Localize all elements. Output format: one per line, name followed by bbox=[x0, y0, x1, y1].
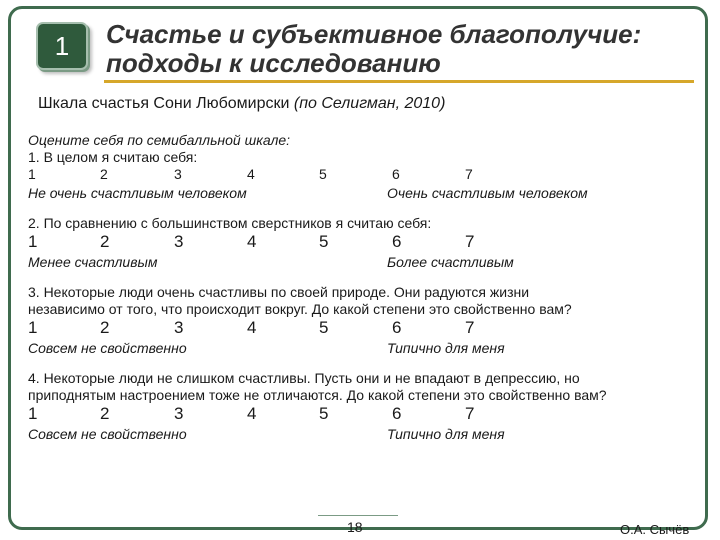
slide-subtitle bbox=[38, 95, 445, 113]
scale-point-3: 3 bbox=[174, 232, 184, 251]
question-1 bbox=[28, 149, 698, 203]
low-anchor: Не очень счастливым человеком bbox=[28, 185, 247, 201]
scale-point-5: 5 bbox=[319, 404, 329, 423]
question-3-anchors bbox=[28, 340, 698, 358]
author-name: О.А. Сычёв bbox=[620, 522, 690, 537]
question-1-text: 1. В целом я считаю себя: bbox=[28, 149, 198, 165]
scale-point-6: 6 bbox=[392, 318, 402, 337]
high-anchor: Типично для меня bbox=[387, 340, 505, 356]
scale-point-3: 3 bbox=[174, 318, 184, 337]
scale-point-4: 4 bbox=[247, 318, 257, 337]
question-2-anchors bbox=[28, 254, 698, 272]
scale-point-2: 2 bbox=[100, 404, 110, 423]
scale-point-6: 6 bbox=[392, 404, 402, 423]
page-number: 18 bbox=[347, 519, 363, 535]
question-3-text-line-1: 3. Некоторые люди очень счастливы по своей природе. Они радуются жизни bbox=[28, 284, 530, 300]
questionnaire bbox=[28, 132, 698, 456]
question-4-anchors bbox=[28, 426, 698, 444]
subtitle-source: (по Селигман, 2010) bbox=[293, 95, 446, 112]
scale-point-1: 1 bbox=[28, 232, 38, 251]
question-4 bbox=[28, 370, 698, 444]
scale-point-7: 7 bbox=[465, 232, 475, 251]
title-underline bbox=[104, 80, 694, 83]
high-anchor: Более счастливым bbox=[387, 254, 514, 270]
question-1-anchors bbox=[28, 185, 698, 203]
question-3-scale bbox=[28, 318, 698, 340]
scale-point-3: 3 bbox=[174, 404, 184, 423]
question-3 bbox=[28, 284, 698, 358]
question-4-scale bbox=[28, 404, 698, 426]
slide-number-badge: 1 bbox=[36, 22, 88, 70]
scale-point-4: 4 bbox=[247, 404, 257, 423]
question-1-scale bbox=[28, 166, 698, 185]
scale-point-7: 7 bbox=[465, 166, 473, 182]
scale-point-6: 6 bbox=[392, 232, 402, 251]
slide-title bbox=[106, 20, 686, 78]
instruction-text: Оцените себя по семибалльной шкале: bbox=[28, 132, 291, 148]
question-4-text-line-1: 4. Некоторые люди не слишком счастливы. Пусть они и не впадают в депрессию, но bbox=[28, 370, 580, 386]
scale-point-1: 1 bbox=[28, 404, 38, 423]
low-anchor: Совсем не свойственно bbox=[28, 426, 187, 442]
scale-point-3: 3 bbox=[174, 166, 182, 182]
low-anchor: Совсем не свойственно bbox=[28, 340, 187, 356]
scale-point-5: 5 bbox=[319, 318, 329, 337]
scale-point-2: 2 bbox=[100, 232, 110, 251]
high-anchor: Очень счастливым человеком bbox=[387, 185, 588, 201]
high-anchor: Типично для меня bbox=[387, 426, 505, 442]
scale-point-5: 5 bbox=[319, 166, 327, 182]
scale-point-4: 4 bbox=[247, 232, 257, 251]
question-2-scale bbox=[28, 232, 698, 254]
scale-point-2: 2 bbox=[100, 166, 108, 182]
scale-point-2: 2 bbox=[100, 318, 110, 337]
scale-point-7: 7 bbox=[465, 404, 475, 423]
question-2 bbox=[28, 215, 698, 272]
scale-point-4: 4 bbox=[247, 166, 255, 182]
scale-point-5: 5 bbox=[319, 232, 329, 251]
question-2-text: 2. По сравнению с большинством сверстников я считаю себя: bbox=[28, 215, 432, 231]
scale-point-6: 6 bbox=[392, 166, 400, 182]
scale-point-1: 1 bbox=[28, 318, 38, 337]
question-4-text-line-2: приподнятым настроением тоже не отличаются. До какой степени это свойственно вам? bbox=[28, 387, 607, 403]
scale-point-1: 1 bbox=[28, 166, 36, 182]
scale-point-7: 7 bbox=[465, 318, 475, 337]
subtitle-main: Шкала счастья Сони Любомирски bbox=[38, 95, 294, 112]
question-3-text-line-2: независимо от того, что происходит вокруг. До какой степени это свойственно вам? bbox=[28, 301, 572, 317]
low-anchor: Менее счастливым bbox=[28, 254, 158, 270]
footer-divider bbox=[318, 515, 398, 516]
slide-title-line-1: Счастье и субъективное благополучие: bbox=[106, 19, 642, 49]
slide-title-line-2: подходы к исследованию bbox=[106, 48, 441, 78]
